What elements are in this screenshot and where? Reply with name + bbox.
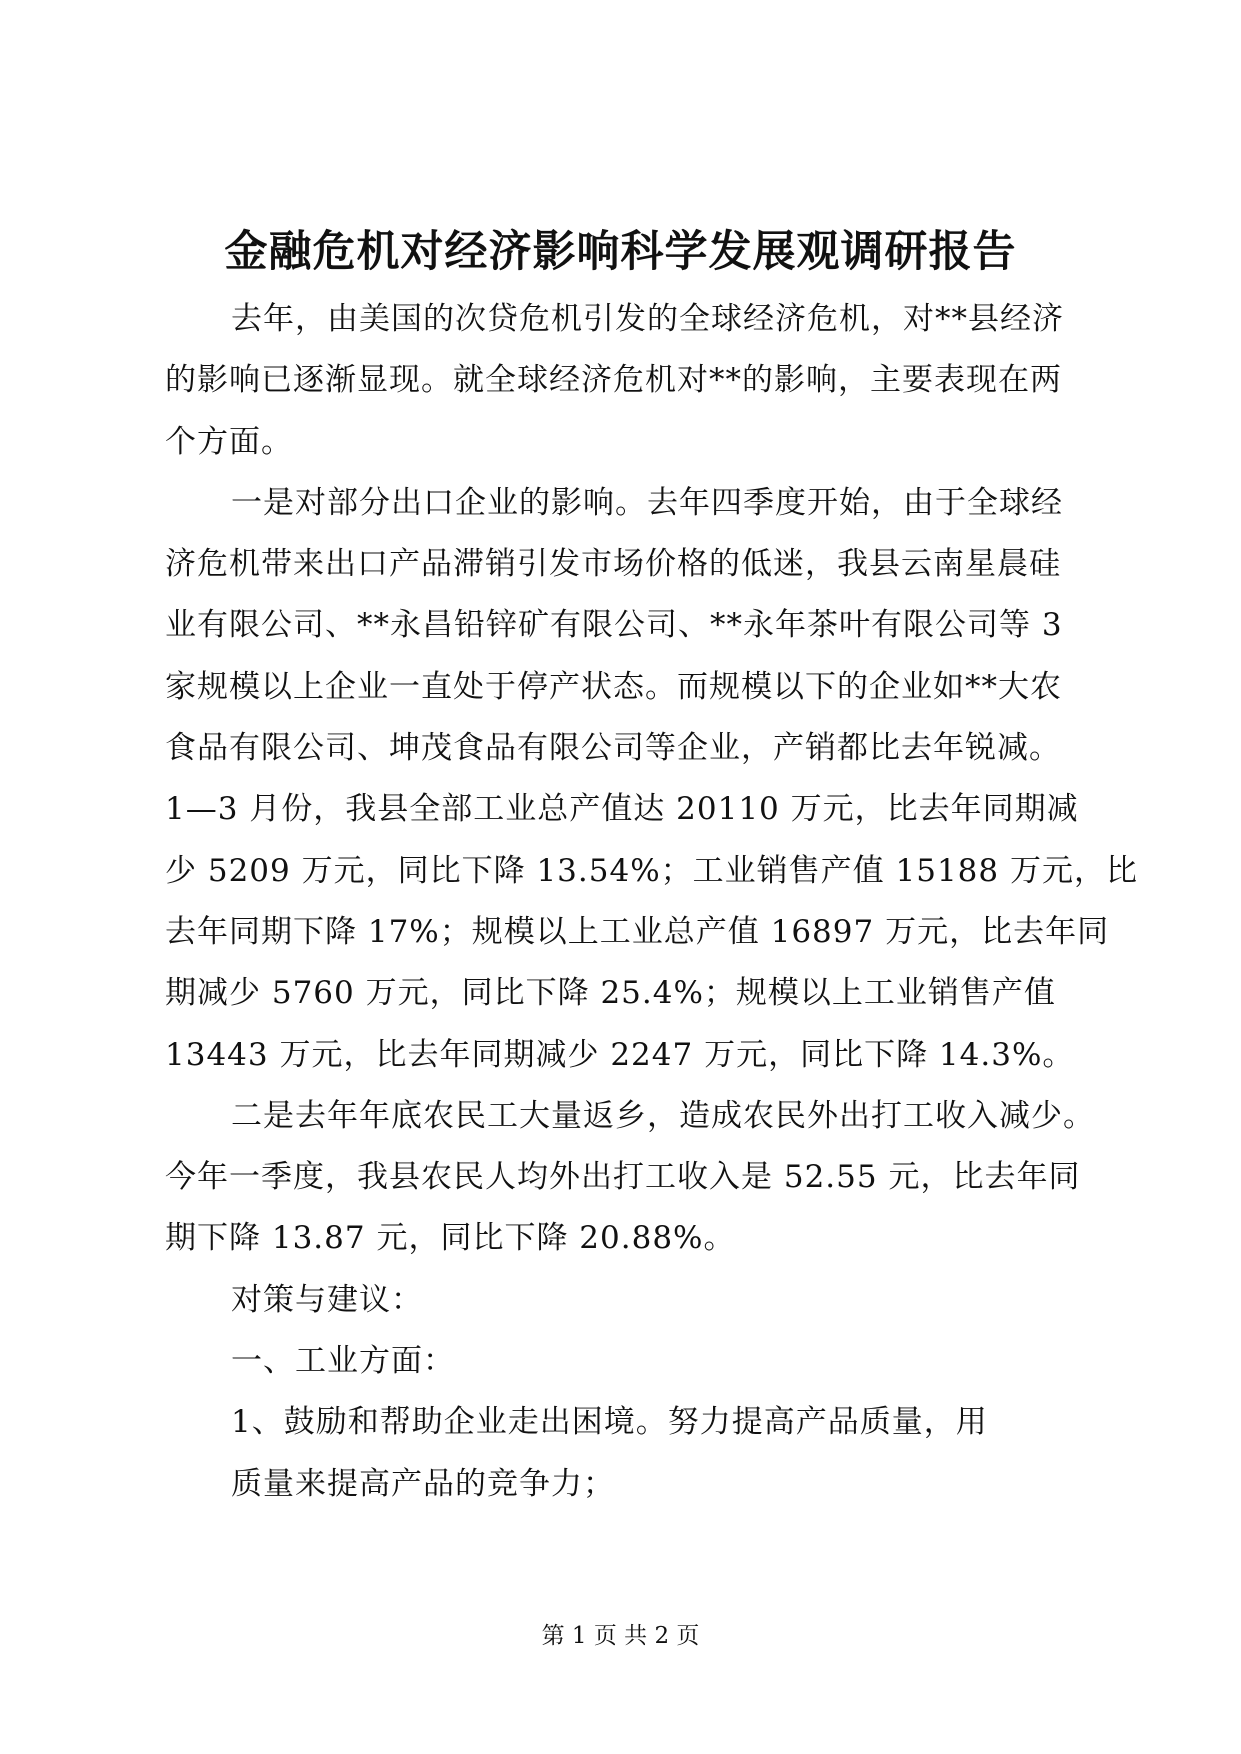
paragraph-line: 一是对部分出口企业的影响。去年四季度开始，由于全球经: [231, 484, 1063, 521]
section-heading: 对策与建议：: [231, 1281, 423, 1318]
document-title: 金融危机对经济影响科学发展观调研报告: [224, 227, 1017, 277]
paragraph-line: 二是去年年底农民工大量返乡，造成农民外出打工收入减少。: [231, 1097, 1095, 1134]
paragraph-line: 的影响已逐渐显现。就全球经济危机对**的影响，主要表现在两: [165, 362, 1062, 399]
paragraph-line: 去年同期下降 17%；规模以上工业总产值 16897 万元，比去年同: [165, 913, 1110, 950]
paragraph-line: 13443 万元，比去年同期减少 2247 万元，同比下降 14.3%。: [165, 1036, 1075, 1073]
paragraph-line: 期下降 13.87 元，同比下降 20.88%。: [165, 1220, 736, 1257]
paragraph-line: 济危机带来出口产品滞销引发市场价格的低迷，我县云南星晨硅: [165, 546, 1061, 583]
paragraph-line: 今年一季度，我县农民人均外出打工收入是 52.55 元，比去年同: [165, 1159, 1081, 1196]
paragraph-line: 业有限公司、**永昌铅锌矿有限公司、**永年茶叶有限公司等 3: [165, 607, 1063, 644]
paragraph-line: 期减少 5760 万元，同比下降 25.4%；规模以上工业销售产值: [165, 975, 1056, 1012]
paragraph-line: 家规模以上企业一直处于停产状态。而规模以下的企业如**大农: [165, 668, 1062, 705]
paragraph-line: 食品有限公司、坤茂食品有限公司等企业，产销都比去年锐减。: [165, 730, 1061, 767]
paragraph-line: 个方面。: [165, 423, 293, 460]
paragraph-line: 1—3 月份，我县全部工业总产值达 20110 万元，比去年同期减: [165, 791, 1079, 828]
section-heading: 一、工业方面：: [231, 1343, 455, 1380]
list-item: 1、鼓励和帮助企业走出困境。努力提高产品质量，用: [231, 1404, 988, 1441]
paragraph-line: 去年，由美国的次贷危机引发的全球经济危机，对**县经济: [231, 301, 1064, 337]
page-footer: 第 1 页 共 2 页: [541, 1623, 700, 1649]
list-item-continuation: 质量来提高产品的竞争力；: [231, 1465, 615, 1502]
document-body: [165, 289, 1138, 1515]
paragraph-line: 少 5209 万元，同比下降 13.54%；工业销售产值 15188 万元，比: [165, 852, 1138, 889]
